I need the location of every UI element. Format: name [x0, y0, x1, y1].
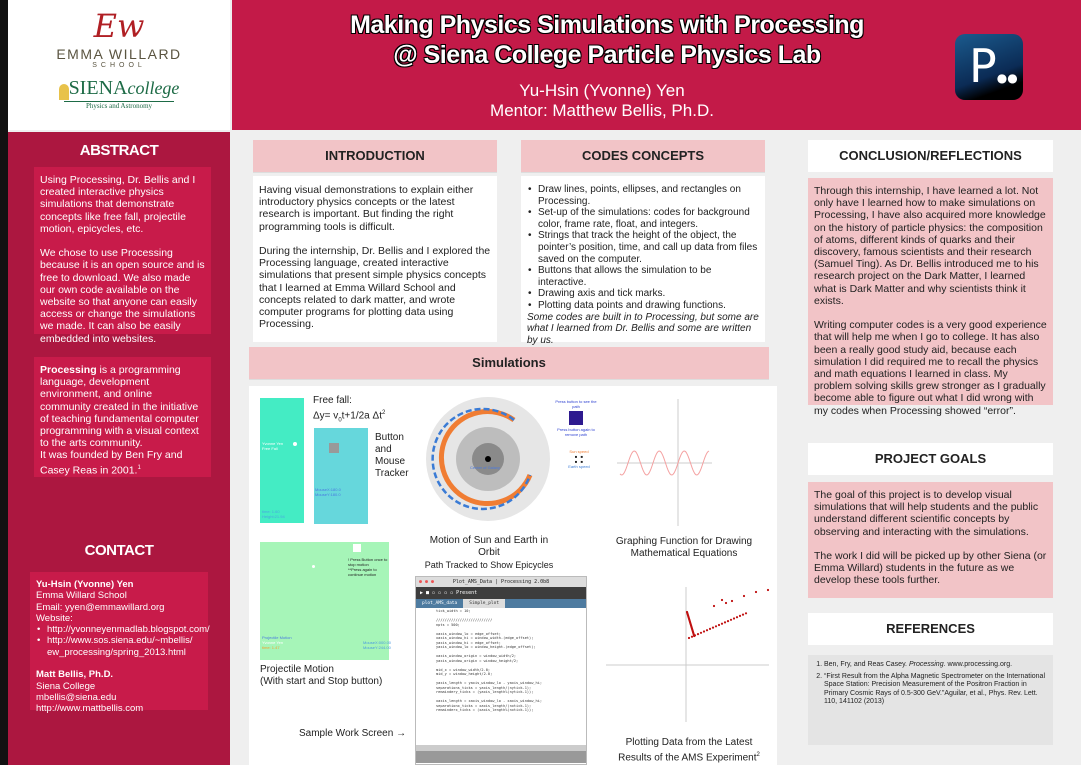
codes-item: • Buttons that allows the simulation to be interactive. [527, 265, 759, 288]
dome-icon [59, 84, 69, 100]
codes-note: Some codes are built in to Processing, but some are what I learned from Dr. Bellis and some are written by us. [527, 311, 759, 346]
data-point [703, 630, 705, 632]
orbit-caption [419, 535, 559, 571]
conclusion-box [808, 178, 1053, 417]
proj-cap-1: Projectile Motion [260, 664, 334, 675]
website-link[interactable]: • http://www.sos.siena.edu/~mbellis/ ew_processing/spring_2013.html [36, 635, 202, 658]
eq-b: t+1/2a Δt [341, 410, 382, 422]
siena-wordmark: SIENA [68, 77, 128, 99]
proj-title: Projectile Motion [262, 635, 292, 640]
center-label: Center of Galaxy [470, 465, 501, 470]
freefall-time: time: 1.60 [262, 509, 280, 514]
contact-title: CONTACT [84, 542, 154, 559]
codes-item: • Plotting data points and drawing functions. [527, 300, 759, 312]
abstract-p2: We chose to use Processing because it is an open source and is free to download. We also made our own code available on the website so that anyone can easily access or change the simulations we made. It can also be easily embedded into websites. [40, 247, 205, 345]
proj-name: Yvonne Yen [262, 640, 284, 645]
freefall-name [262, 441, 283, 451]
reference-1 [824, 661, 1045, 670]
processing-app-icon [955, 34, 1023, 100]
data-point [700, 632, 702, 634]
simulations-title: Simulations [249, 347, 769, 380]
data-point [706, 629, 708, 631]
proj-time: time: 1.47 [262, 645, 280, 650]
data-point [755, 591, 757, 593]
press-again: **Press again to continue motion [348, 567, 377, 577]
freefall-heading: Free fall: [313, 395, 352, 406]
processing-box [34, 357, 211, 477]
school-sub: SCHOOL [92, 62, 146, 69]
mentor: Mentor: Matthew Bellis, Ph.D. [490, 101, 714, 120]
conclusion-p2: Writing computer codes is a very good experience that will help me when I go to college. It has also been a really good study aid, because each simulation I did required me to recall the physics and math equations I learned in class. My problem solving skills grew stronger as I gradually become able to figure out what I did wrong with my codes when Processing showed “error”. [814, 319, 1047, 417]
data-point [718, 624, 720, 626]
codes-item: • Drawing axis and tick marks. [527, 288, 759, 300]
data-point [709, 628, 711, 630]
goals-p1: The goal of this project is to develop visual simulations that will help students and the public understand different scientific concepts by observing and interacting with the simulations. [814, 489, 1039, 538]
author-block [232, 81, 972, 121]
projectile-readout [262, 635, 292, 650]
abstract-title: ABSTRACT [79, 142, 159, 159]
button-tracker-screen [314, 428, 368, 524]
path-button[interactable] [569, 411, 583, 425]
projectile-ball [312, 565, 315, 568]
proj-mouse: MouseX:000.00 MouseY:244.00 [363, 640, 392, 650]
data-point [694, 634, 696, 636]
founders [40, 449, 205, 476]
data-point [691, 636, 693, 638]
press-text-2: Press button again to remove path [557, 427, 595, 437]
eq-sup: 2 [381, 410, 386, 416]
codes-list [527, 184, 759, 312]
tab-plot-ams-data[interactable]: plot_AMS_data [422, 601, 458, 606]
console [416, 751, 586, 763]
freefall-screen [260, 398, 304, 523]
ams-plot [601, 582, 771, 722]
button-tracker-label: Button and Mouse Tracker [375, 432, 409, 479]
processing-window [415, 576, 587, 765]
press-text-1: Press button to see the path [555, 399, 597, 409]
conclusion-p1: Through this internship, I have learned a lot. Not only have I learned how to make simulations on Processing, I have also acquired more knowledge on the history of particle physics: the composition of atoms, different kinds of quarks and their discovery, famous scientists and their research (Samuel Ting). As Dr. Bellis introduced me to his research project on the Dark Matter, I learned what is Dark Matter and why scientists think it exists. [814, 185, 1046, 307]
ref1-b: Processing. [908, 661, 946, 668]
founders-text: It was founded by Ben Fry and Casey Reas in 2001. [40, 449, 183, 477]
window-titlebar [416, 577, 586, 587]
sine-graph [617, 396, 717, 526]
ams-points [686, 589, 769, 639]
goals-p2: The work I did will be picked up by other Siena (or Emma Willard) students in the future as we develop these tools further. [814, 550, 1047, 587]
eq-sub: 0 [338, 417, 342, 424]
poster-header [232, 0, 1081, 130]
contact-org-2: Siena College [36, 680, 96, 692]
data-point [745, 612, 747, 614]
processing-desc [40, 364, 205, 449]
epicycle-path [426, 397, 550, 521]
freefall-label [313, 394, 385, 427]
galaxy-disk [426, 397, 550, 521]
stop-button[interactable] [353, 544, 361, 552]
data-point [715, 625, 717, 627]
data-point [743, 595, 745, 597]
poster-title [232, 10, 982, 70]
college-wordmark: college [127, 78, 180, 98]
orbit-caption-1: Motion of Sun and Earth in Orbit [429, 535, 549, 558]
intro-box [253, 176, 497, 342]
ams-cap-2: Results of the AMS Experiment [618, 752, 757, 764]
processing-term: Processing [40, 364, 97, 376]
data-point [725, 602, 727, 604]
eq-a: Δy= v [313, 410, 339, 422]
contact-name-1: Yu-Hsin (Yvonne) Yen [36, 579, 134, 590]
website-label: Website: [36, 612, 73, 624]
path-button-area [553, 399, 599, 437]
contact-email-1[interactable]: Email: yyen@emmawillard.org [36, 601, 165, 613]
mouse-readout: MouseX:180.0 MouseY:180.0 [315, 487, 341, 497]
contact-box [30, 572, 210, 715]
codes-item: • Strings that track the height of the object, the pointer’s position, time, and call up data from files saved on the computer. [527, 230, 759, 265]
freefall-name-text: Yvonne Yen [262, 441, 284, 446]
sun-speed-label: Sun speed [569, 449, 589, 454]
siena-logo [8, 77, 230, 110]
college-dept: Physics and Astronomy [64, 101, 174, 110]
ams-cap-1: Plotting Data from the Latest [625, 737, 753, 748]
freefall-height: Height:21.94 [262, 514, 285, 519]
goals-title: PROJECT GOALS [808, 443, 1053, 475]
data-point [727, 620, 729, 622]
codes-title: CODES CONCEPTS [521, 140, 765, 173]
button-square[interactable] [329, 443, 339, 453]
contact-email-2[interactable]: mbellis@siena.edu [36, 691, 117, 703]
author: Yu-Hsin (Yvonne) Yen [519, 81, 685, 100]
ball-icon [293, 442, 297, 446]
proj-cap-2: (With start and Stop button) [260, 676, 383, 687]
sample-work-label: Sample Work Screen → [299, 728, 407, 739]
conclusion-title: CONCLUSION/REFLECTIONS [808, 140, 1053, 172]
earth-speed-buttons[interactable]: ■ ■ [574, 459, 584, 464]
ref1-a: Ben, Fry, and Reas Casey. [824, 661, 909, 668]
press-once: ! Press Button once to stop motion [348, 557, 388, 567]
references-title: REFERENCES [808, 613, 1053, 645]
data-point [688, 637, 690, 639]
codes-item: • Draw lines, points, ellipses, and rectangles on Processing. [527, 184, 759, 207]
emma-willard-logo [8, 6, 230, 69]
toolbar: ▶ ■ ▫ ▫ ▫ ▫ Present [416, 587, 586, 599]
data-point [724, 621, 726, 623]
abstract-box [34, 167, 211, 345]
freefall-equation [313, 407, 385, 427]
title-line-1: Making Physics Simulations with Processing [350, 11, 864, 39]
left-edge [0, 0, 8, 765]
ew-monogram: Ew [93, 7, 145, 45]
data-point [713, 605, 715, 607]
codes-item: • Set-up of the simulations: codes for background color, frame rate, float, and integers. [527, 207, 759, 230]
ams-caption [604, 737, 774, 764]
speed-controls [561, 449, 597, 469]
references-box [808, 655, 1053, 745]
references-list [816, 661, 1045, 707]
data-point [712, 627, 714, 629]
codes-box [521, 176, 765, 346]
contact-site-2[interactable]: http://www.mattbellis.com [36, 703, 144, 715]
ams-cap-2-wrap [604, 749, 774, 764]
projectile-instructions [348, 557, 388, 577]
data-point [767, 589, 769, 591]
projectile-caption [260, 664, 382, 688]
ams-sup: 2 [756, 752, 760, 758]
data-point [697, 633, 699, 635]
sun-speed-buttons[interactable]: ■ ■ [574, 454, 584, 459]
data-point [742, 614, 744, 616]
freefall-readout [262, 509, 285, 519]
simulations-panel [249, 386, 777, 765]
school-name: EMMA WILLARD [56, 46, 182, 62]
ref1-c: www.processing.org. [945, 661, 1013, 668]
abstract-p1: Using Processing, Dr. Bellis and I created interactive physics simulations that demonstrate concepts like free fall, projectile motion, epicycles, etc. [40, 174, 196, 235]
website-list [36, 624, 210, 658]
contact-name-2: Matt Bellis, Ph.D. [36, 669, 114, 681]
data-point [731, 600, 733, 602]
code-editor[interactable]: tick_width = 10; ////////////////////////// npts = 500; xaxis_window_lo = edge_offset; xaxis_window_hi = window_width-(edge_offset); yaxis_window_hi = edge_offset; yaxis_window_lo = window_height-(edge_offset); xaxis_window_origin = window_width/2; yaxis_window_origin = window_height/2; mid_x = window_width/2.0; mid_y = window_height/2.0; yaxis_length = yaxis_window_lo - yaxis_window_hi; separations_ticks = yaxis_length/(nytick-1); remaindery_ticks = (yaxis_length%(nytick-1)); xaxis_length = xaxis_window_lo - xaxis_window_hi; separationx_ticks = xaxis_length/(nxtick-1); remainderx_ticks = (xaxis_length%(nxtick-1)); [436, 609, 543, 712]
intro-p2: During the internship, Dr. Bellis and I explored the Processing language, created interactive simulations that present simple physics concepts that I learned at Emma Willard School and concepts related to dark matter, and wrote computer programs for plotting data using Processing. [259, 245, 491, 331]
data-point [721, 623, 723, 625]
window-controls[interactable]: ● ● ● [419, 579, 435, 585]
intro-title: INTRODUCTION [253, 140, 497, 173]
data-point [733, 617, 735, 619]
data-point [721, 599, 723, 601]
earth-speed-label: Earth speed [568, 464, 590, 469]
window-title: Plot_AMS_Data | Processing 2.0b8 [452, 579, 550, 585]
app-icon-letter: P [969, 39, 997, 93]
goals-box [808, 482, 1053, 598]
freefall-title-text: Free Fall [262, 446, 278, 451]
ref-sup: 1 [137, 464, 141, 471]
intro-p1: Having visual demonstrations to explain either introductory physics concepts or the latest research is important. But finding the right programming tools is difficult. [259, 184, 474, 233]
reference-2: 2. “First Result from the Alpha Magnetic Spectrometer on the International Space Station: Precision Measurement of the Positron Fraction in Primary Cosmic Rays of 0.5-300 GeV.”Aguilar, et al., Phys. Rev. Lett. 110, 141102 (2013) [824, 673, 1045, 707]
contact-org-1: Emma Willard School [36, 590, 127, 602]
data-point [730, 619, 732, 621]
present-button[interactable]: Present [456, 590, 478, 596]
website-link[interactable]: • http://yvonneyenmadlab.blogspot.com/ [36, 624, 202, 635]
data-point [739, 615, 741, 617]
tab-simple-plot[interactable]: Simple_plot [463, 599, 505, 608]
tabs [416, 599, 586, 608]
logos-panel [8, 0, 230, 130]
graph-caption: Graphing Function for Drawing Mathematical Equations [615, 536, 753, 559]
app-icon-dots: ●● [996, 71, 1018, 85]
data-point [736, 616, 738, 618]
title-line-2: @ Siena College Particle Physics Lab [393, 41, 821, 69]
processing-text: is a programming language, development environment, and online community created in the initiative of teaching fundamental computer programming with a visual context to the arts community. [40, 364, 199, 450]
orbit-caption-2: Path Tracked to Show Epicycles [424, 560, 554, 570]
projectile-screen [260, 542, 392, 660]
